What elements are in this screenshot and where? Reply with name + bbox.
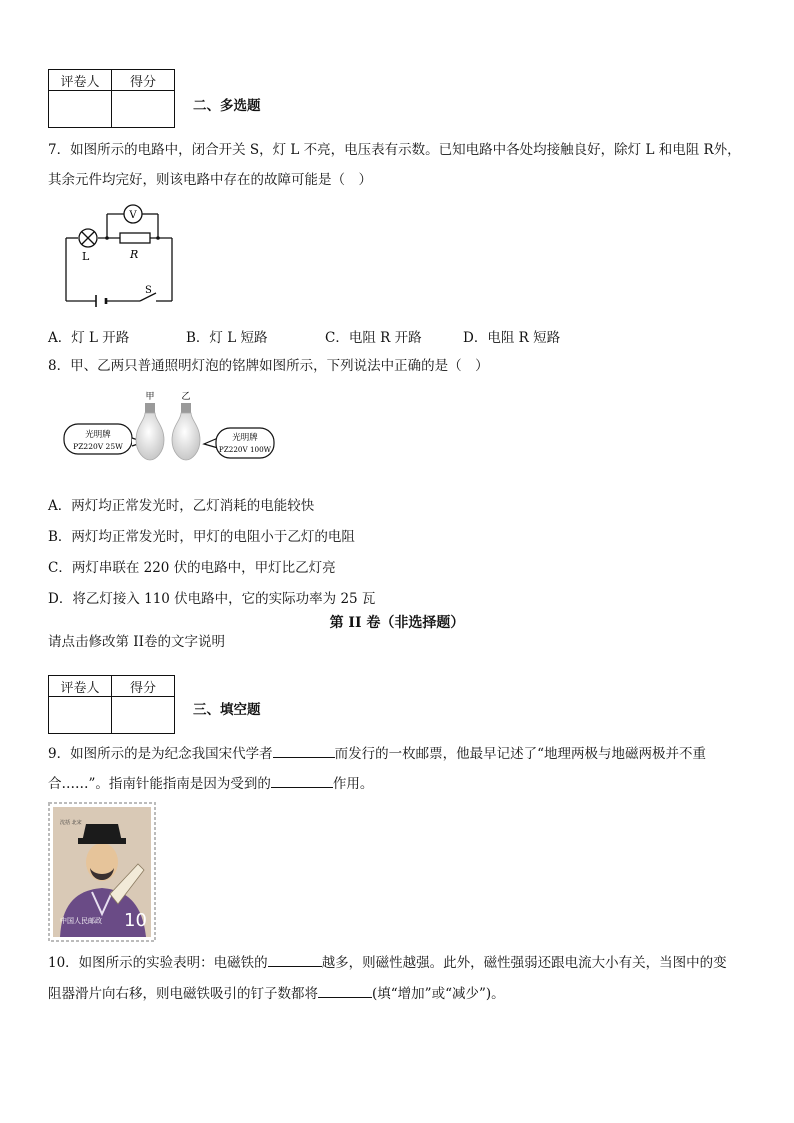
bulb2-spec: PZ220V 100W: [218, 445, 272, 454]
score-header: 得分: [112, 70, 175, 91]
q8-option-b[interactable]: B．两灯均正常发光时，甲灯的电阻小于乙灯的电阻: [48, 529, 355, 545]
section-fill-in-title: 三、填空题: [193, 702, 261, 718]
bulb1-icon: [136, 413, 164, 460]
q9-blank-1[interactable]: [273, 744, 335, 758]
stamp-side-text: 沈括 北宋: [60, 820, 82, 826]
resistor-label: R: [130, 248, 139, 261]
q7-circuit-diagram: [58, 200, 178, 308]
q9-text-2: 而发行的一枚邮票，他最早记述了“地理两极与地磁两极并不重: [334, 746, 706, 762]
score-header: 得分: [112, 676, 175, 697]
q7-option-b[interactable]: B．灯 L 短路: [186, 330, 268, 346]
q9-text-1: 9．如图所示的是为纪念我国宋代学者: [48, 746, 273, 762]
score-cell[interactable]: [112, 91, 175, 128]
q9-text-4: 作用。: [332, 776, 374, 792]
q10-text-3: 阻器滑片向右移，则电磁铁吸引的钉子数都将: [48, 986, 318, 1002]
bulb2-icon: [172, 413, 200, 460]
q8-bulb-nameplates-figure: [58, 388, 278, 470]
bulb2-label: 乙: [181, 392, 191, 402]
grader-header: 评卷人: [49, 70, 112, 91]
stamp-caption: 中国人民邮政: [60, 917, 102, 925]
q10-blank-1[interactable]: [268, 953, 322, 967]
q9-text-3: 合……”。指南针能指南是因为受到的: [48, 776, 271, 792]
switch-label: S: [145, 285, 152, 296]
grader-header: 评卷人: [49, 676, 112, 697]
q8-option-a[interactable]: A．两灯均正常发光时，乙灯消耗的电能较快: [48, 498, 315, 514]
score-cell[interactable]: [112, 697, 175, 734]
q10-text-2: 越多，则磁性越强。此外，磁性强弱还跟电流大小有关，当图中的变: [321, 955, 727, 971]
stamp-denomination: 10: [124, 910, 147, 931]
q8-option-c[interactable]: C．两灯串联在 220 伏的电路中，甲灯比乙灯亮: [48, 560, 336, 576]
q9-stem-line1: [48, 744, 706, 763]
q7-option-c[interactable]: C．电阻 R 开路: [325, 330, 422, 346]
q10-blank-2[interactable]: [318, 984, 372, 998]
q10-text-4: (填“增加”或“减少”)。: [372, 986, 505, 1002]
q7-stem-line2: 其余元件均完好，则该电路中存在的故障可能是（ ）: [48, 172, 372, 188]
score-table-2: [48, 675, 175, 734]
q9-stamp-image: [48, 802, 156, 942]
section-multiple-choice-title: 二、多选题: [193, 98, 261, 114]
q10-text-1: 10．如图所示的实验表明：电磁铁的: [48, 955, 268, 971]
lamp-label: L: [82, 250, 90, 263]
voltmeter-label: V: [129, 210, 137, 221]
q8-option-d[interactable]: D．将乙灯接入 110 伏电路中，它的实际功率为 25 瓦: [48, 591, 376, 607]
bulb1-brand: 光明牌: [85, 430, 111, 440]
q8-stem: 8．甲、乙两只普通照明灯泡的铭牌如图所示，下列说法中正确的是（ ）: [48, 358, 489, 374]
q7-stem-line1: 7．如图所示的电路中，闭合开关 S，灯 L 不亮，电压表有示数。已知电路中各处均接触良好，除灯 L 和电阻 R外，: [48, 142, 741, 158]
score-table-1: [48, 69, 175, 128]
q10-stem-line2: [48, 984, 505, 1003]
q9-stem-line2: [48, 774, 373, 793]
bulb1-spec: PZ220V 25W: [73, 442, 123, 451]
resistor-symbol: [120, 233, 150, 243]
q9-blank-2[interactable]: [271, 774, 333, 788]
bulb2-brand: 光明牌: [232, 433, 258, 443]
q7-option-a[interactable]: A．灯 L 开路: [48, 330, 130, 346]
bulb1-label: 甲: [145, 392, 155, 402]
part-ii-note[interactable]: 请点击修改第 II卷的文字说明: [48, 634, 225, 650]
grader-cell[interactable]: [49, 697, 112, 734]
q10-stem-line1: [48, 953, 727, 972]
grader-cell[interactable]: [49, 91, 112, 128]
q7-option-d[interactable]: D．电阻 R 短路: [463, 330, 561, 346]
part-ii-title: 第 II 卷（非选择题）: [329, 615, 465, 631]
